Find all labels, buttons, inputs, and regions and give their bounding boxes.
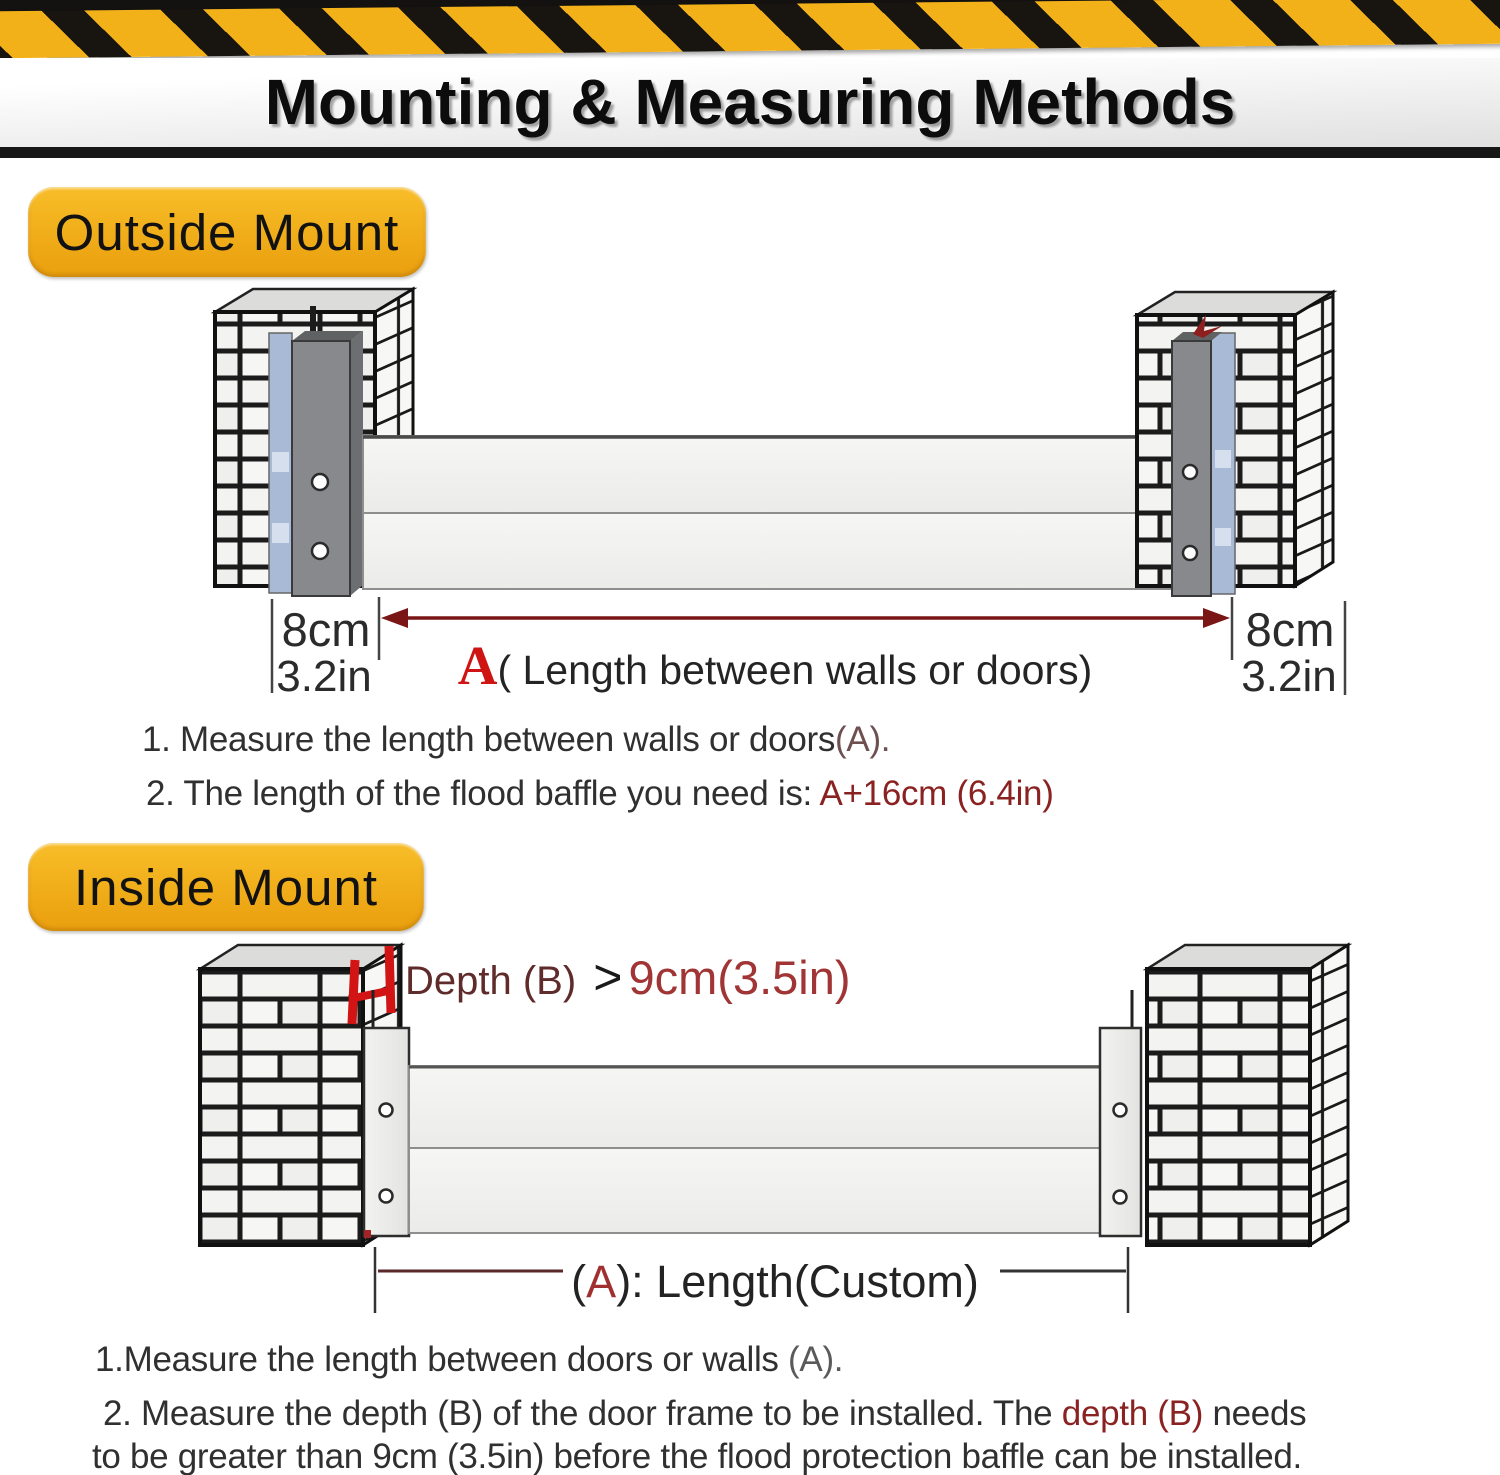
screw-hole: [1183, 546, 1197, 560]
outside-step2-red: A+16cm (6.4in): [819, 774, 1054, 813]
outside-mount-badge-label: Outside Mount: [54, 203, 400, 261]
barrier-panel-top: [363, 436, 1173, 513]
length-rest: ): Length(Custom): [616, 1256, 979, 1307]
outside-mount-badge: [28, 187, 426, 277]
span-desc: ( Length between walls or doors): [497, 647, 1093, 693]
hazard-tape-banner: [0, 0, 1500, 58]
pillar-front-face: [200, 969, 363, 1245]
mounting-plate: [364, 1028, 409, 1236]
mounting-plate: [1100, 1028, 1141, 1236]
inside-flood-barrier: [409, 1066, 1102, 1233]
screw-hole: [380, 1104, 393, 1117]
seal-mark: [272, 523, 289, 543]
screw-hole: [1183, 465, 1197, 479]
outside-step-1: [142, 720, 890, 760]
outside-dim-right-in: 3.2in: [1241, 652, 1337, 701]
span-a-letter: A: [457, 635, 498, 696]
inside-step2-part1: 2. Measure the depth (B) of the door frame to be installed. The: [103, 1394, 1062, 1433]
outside-step1-text: 1. Measure the length between walls or doors: [142, 720, 836, 759]
bracket-side-face: [350, 331, 363, 596]
inside-right-plate: [1100, 990, 1141, 1236]
outside-right-bracket: [1172, 315, 1235, 596]
hazard-tape-stripes: [0, 0, 1500, 58]
length-label: [555, 1256, 995, 1308]
depth-label-text: Depth (B): [405, 959, 588, 1003]
arrowhead-left-icon: [381, 608, 408, 628]
barrier-panel-bottom: [409, 1148, 1102, 1233]
screw-hole: [1114, 1104, 1127, 1117]
depth-label: [405, 948, 851, 1006]
outside-step1-suffix: (A).: [835, 720, 891, 759]
pillar-front-face: [1147, 969, 1310, 1245]
page-title: Mounting & Measuring Methods: [264, 66, 1236, 138]
title-divider: [0, 147, 1500, 158]
screw-hole: [312, 474, 328, 490]
screw-hole: [380, 1190, 393, 1203]
seal-mark: [1215, 528, 1231, 546]
inside-step-2-line-2: [92, 1437, 1302, 1475]
title-bar: [0, 58, 1500, 147]
outside-flood-barrier: [363, 436, 1173, 589]
inside-right-pillar: [1147, 945, 1348, 1245]
inside-step-2-line-1: [103, 1394, 1306, 1434]
pillar-side-face: [1310, 945, 1348, 1245]
length-open-paren: (: [571, 1256, 587, 1307]
outside-step-2: [146, 774, 1054, 814]
inside-step1-text: 1.Measure the length between doors or walls: [95, 1340, 789, 1379]
seal-mark: [272, 452, 289, 472]
outside-dim-left-in: 3.2in: [276, 652, 372, 701]
inside-left-plate: [364, 990, 409, 1238]
outside-span-label: [400, 634, 1150, 697]
inside-step2-red: depth (B): [1061, 1394, 1204, 1433]
red-mark: [364, 1230, 371, 1238]
inside-step2-line2: to be greater than 9cm (3.5in) before the flood protection baffle can be installed.: [92, 1437, 1302, 1475]
outside-left-bracket: [269, 306, 363, 596]
seal-mark: [1215, 450, 1231, 468]
inside-mount-badge-label: Inside Mount: [73, 858, 378, 916]
depth-value: 9cm(3.5in): [628, 951, 851, 1004]
inside-mount-badge: [28, 843, 424, 931]
inside-step1-suffix: (A).: [788, 1340, 844, 1379]
barrier-panel-top: [409, 1066, 1102, 1148]
pillar-side-face: [1295, 292, 1333, 586]
screw-hole: [1114, 1191, 1127, 1204]
greater-than-sign: >: [593, 949, 623, 1005]
inside-step-1: [95, 1340, 843, 1380]
barrier-panel-bottom: [363, 513, 1173, 589]
arrowhead-right-icon: [1203, 608, 1230, 628]
inside-step2-part2: needs: [1203, 1394, 1307, 1433]
screw-hole: [312, 543, 328, 559]
outside-dim-right-cm: 8cm: [1245, 603, 1335, 656]
length-a-letter: A: [586, 1256, 617, 1307]
outside-step2-text: 2. The length of the flood baffle you need is:: [146, 774, 820, 813]
outside-dim-left-cm: 8cm: [281, 603, 371, 656]
